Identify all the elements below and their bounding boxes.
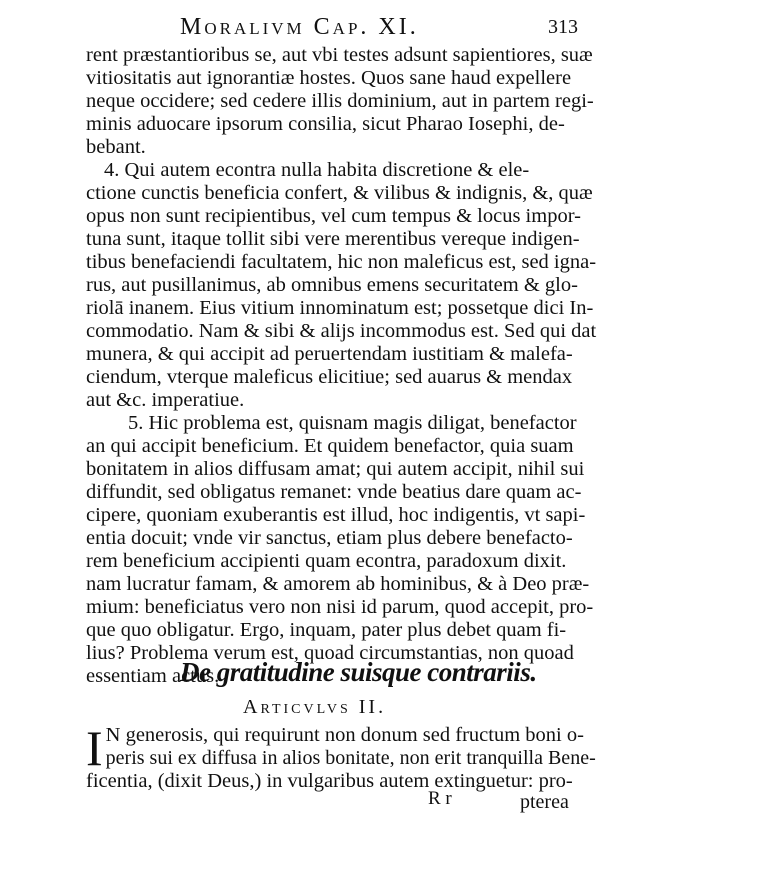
paragraph-4 bbox=[86, 159, 597, 412]
text-line: N generosis, qui requirunt non donum sed fructum boni o- bbox=[105, 724, 584, 746]
text-line: neque occidere; sed cedere illis dominium, aut in partem regi- bbox=[86, 90, 594, 112]
text-line: que quo obligatur. Ergo, inquam, pater plus debet quam fi- bbox=[86, 619, 567, 641]
text-line: ciendum, vterque maleficus elicitiue; sed auarus & mendax bbox=[86, 366, 573, 388]
text-line: rent præstantioribus se, aut vbi testes adsunt sapientiores, suæ bbox=[86, 44, 593, 66]
text-line: 4. Qui autem econtra nulla habita discretione & ele- bbox=[104, 159, 530, 181]
paragraph-continuation bbox=[86, 44, 594, 159]
text-line: minis aduocare ipsorum consilia, sicut Pharao Iosephi, de- bbox=[86, 113, 565, 135]
text-line: essentiam actus. bbox=[86, 665, 220, 687]
text-line: bebant. bbox=[86, 136, 146, 158]
signature-mark: R r bbox=[428, 788, 452, 809]
text-line: commodatio. Nam & sibi & alijs incommodus est. Sed qui dat bbox=[86, 320, 597, 342]
text-line: munera, & qui accipit ad peruertendam iustitiam & malefa- bbox=[86, 343, 573, 365]
text-line: ficentia, (dixit Deus,) in vulgaribus autem extinguetur: pro- bbox=[86, 770, 573, 792]
text-line: bonitatem in alios diffusam amat; qui autem accipit, nihil sui bbox=[86, 458, 585, 480]
article-heading: Articvlvs II. bbox=[243, 696, 387, 718]
page-number: 313 bbox=[548, 16, 578, 38]
text-line: lius? Problema verum est, quoad circumstantias, non quoad bbox=[86, 642, 574, 664]
drop-cap: I bbox=[86, 720, 103, 776]
text-line: rem beneficium accipienti quam econtra, paradoxum dixit. bbox=[86, 550, 567, 572]
text-line: an qui accipit beneficium. Et quidem benefactor, quia suam bbox=[86, 435, 574, 457]
text-line: mium: beneficiatus vero non nisi id parum, quod accepit, pro- bbox=[86, 596, 594, 618]
article-body bbox=[86, 720, 596, 793]
text-line: tibus benefaciendi facultatem, hic non maleficus est, sed igna- bbox=[86, 251, 597, 273]
text-line: entia docuit; vnde vir sanctus, etiam plus debere benefacto- bbox=[86, 527, 573, 549]
text-line: nam lucratur famam, & amorem ab hominibus, & à Deo præ- bbox=[86, 573, 590, 595]
text-line: peris sui ex diffusa in alios bonitate, non erit tranquilla Bene- bbox=[105, 747, 596, 769]
text-line: rus, aut pusillanimus, ab omnibus emens securitatem & glo- bbox=[86, 274, 578, 296]
text-line: diffundit, sed obligatus remanet: vnde beatius dare quam ac- bbox=[86, 481, 582, 503]
running-title: Moralivm Cap. XI. bbox=[180, 14, 419, 40]
text-line: opus non sunt recipientibus, vel cum tempus & locus impor- bbox=[86, 205, 581, 227]
text-line: aut &c. imperatiue. bbox=[86, 389, 245, 411]
text-line: cipere, quoniam exuberantis est illud, hoc indigentis, vt sapi- bbox=[86, 504, 586, 526]
text-line: vitiositatis aut ignorantiæ hostes. Quos sane haud expellere bbox=[86, 67, 572, 89]
text-line: ctione cunctis beneficia confert, & vilibus & indignis, &, quæ bbox=[86, 182, 593, 204]
body-text bbox=[86, 44, 597, 688]
catchword: pterea bbox=[520, 791, 569, 813]
paragraph-5 bbox=[86, 412, 594, 688]
running-head bbox=[180, 14, 600, 42]
section-heading: De gratitudine suisque contrariis. bbox=[180, 657, 537, 687]
text-line: 5. Hic problema est, quisnam magis diligat, benefactor bbox=[128, 412, 577, 434]
text-line: riolā inanem. Eius vitium innominatum est; possetque dici In- bbox=[86, 297, 594, 319]
text-line: tuna sunt, itaque tollit sibi vere merentibus vereque indigen- bbox=[86, 228, 580, 250]
